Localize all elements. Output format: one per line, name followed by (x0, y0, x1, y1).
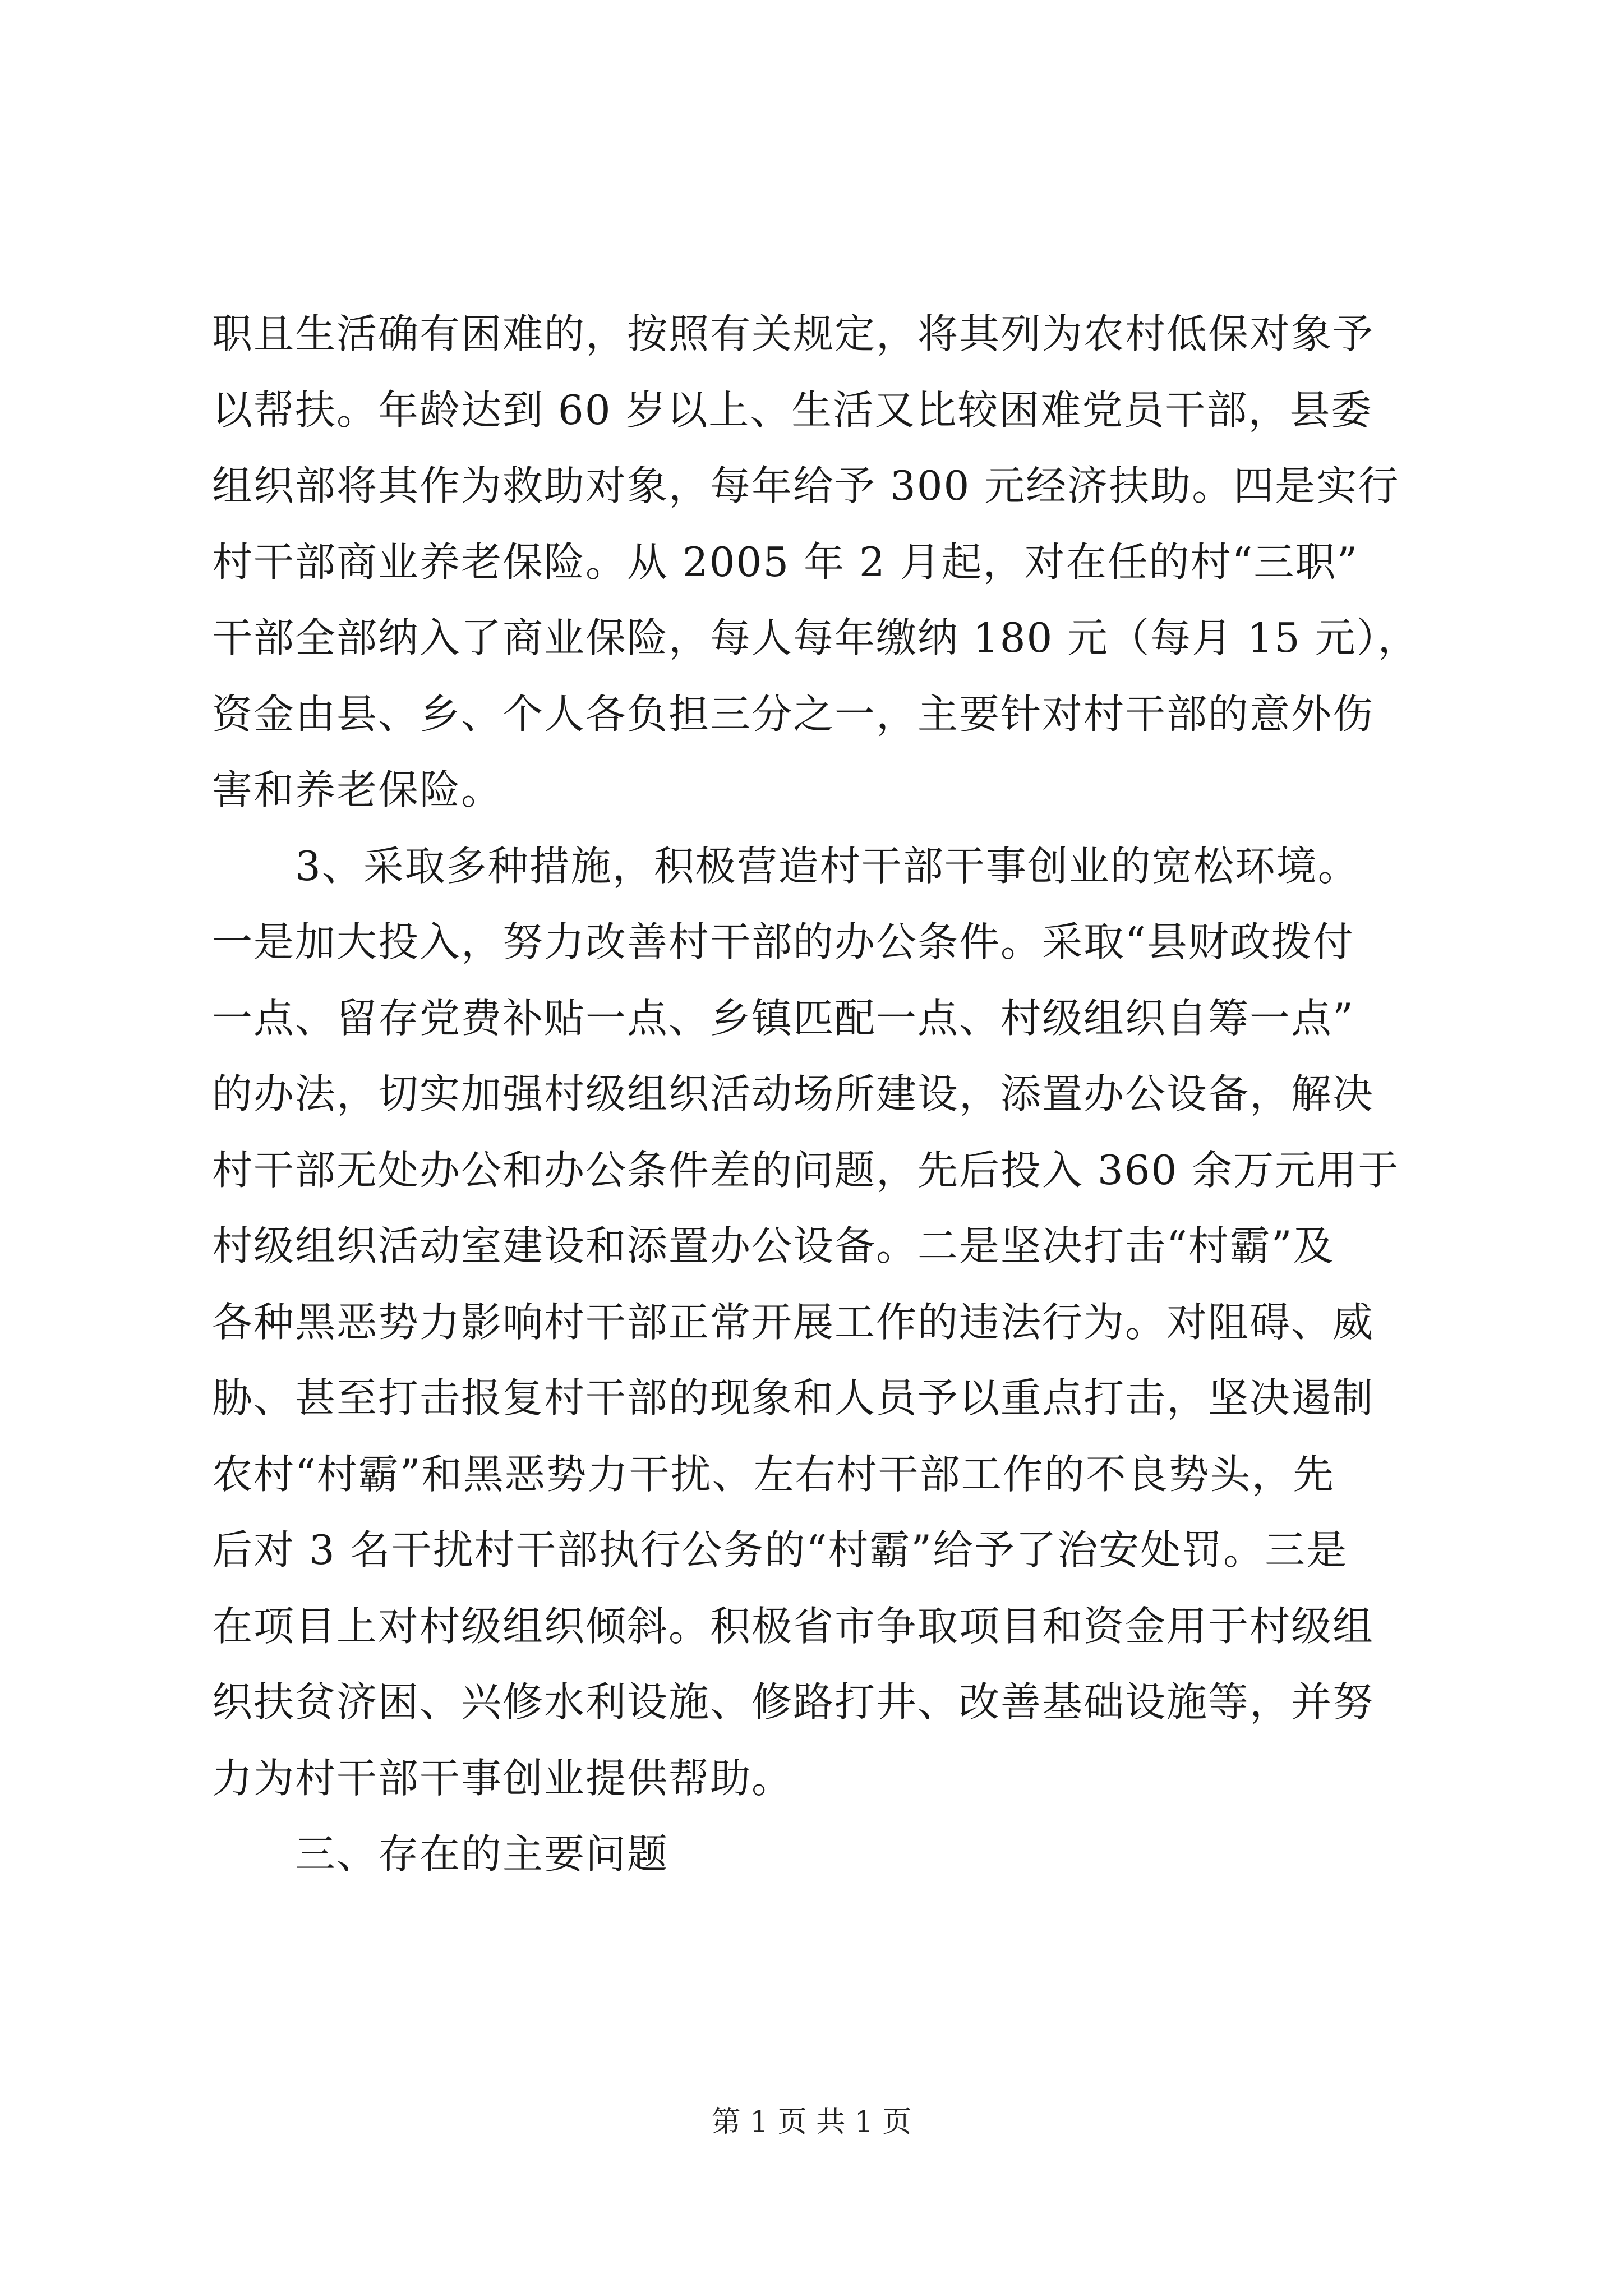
text-line: 农村“村霸”和黑恶势力干扰、左右村干部工作的不良势头，先 (212, 1450, 1335, 1498)
text-line: 以帮扶。年龄达到 60 岁以上、生活又比较困难党员干部，县委 (212, 386, 1373, 434)
text-line: 资金由县、乡、个人各负担三分之一，主要针对村干部的意外伤 (212, 690, 1375, 738)
paragraph-start-line: 3、采取多种措施，积极营造村干部干事创业的宽松环境。 (212, 842, 1359, 890)
text-line: 后对 3 名干扰村干部执行公务的“村霸”给予了治安处罚。三是 (212, 1526, 1348, 1573)
text-line: 一是加大投入，努力改善村干部的办公条件。采取“县财政拨付 (212, 918, 1354, 965)
text-line: 村级组织活动室建设和添置办公设备。二是坚决打击“村霸”及 (212, 1222, 1335, 1269)
text-line: 害和养老保险。 (212, 766, 503, 813)
text-line: 干部全部纳入了商业保险，每人每年缴纳 180 元（每月 15 元）， (212, 614, 1419, 661)
text-line: 织扶贫济困、兴修水利设施、修路打井、改善基础设施等，并努 (212, 1678, 1375, 1726)
text-line: 职且生活确有困难的，按照有关规定，将其列为农村低保对象予 (212, 310, 1375, 357)
page-footer (0, 2098, 1623, 2140)
text-line: 组织部将其作为救助对象，每年给予 300 元经济扶助。四是实行 (212, 462, 1400, 509)
section-heading: 三、存在的主要问题 (212, 1830, 669, 1878)
body-text (212, 296, 1423, 1893)
text-line: 各种黑恶势力影响村干部正常开展工作的违法行为。对阻碍、威 (212, 1298, 1375, 1346)
text-line: 力为村干部干事创业提供帮助。 (212, 1754, 794, 1802)
text-line: 胁、甚至打击报复村干部的现象和人员予以重点打击，坚决遏制 (212, 1374, 1375, 1421)
text-line: 村干部无处办公和办公条件差的问题，先后投入 360 余万元用于 (212, 1146, 1400, 1194)
text-line: 一点、留存党费补贴一点、乡镇匹配一点、村级组织自筹一点” (212, 994, 1354, 1042)
text-line: 村干部商业养老保险。从 2005 年 2 月起，对在任的村“三职” (212, 538, 1359, 586)
text-line: 的办法，切实加强村级组织活动场所建设，添置办公设备，解决 (212, 1070, 1375, 1117)
page-number-label: 第 1 页 共 1 页 (711, 2105, 912, 2139)
text-line: 在项目上对村级组织倾斜。积极省市争取项目和资金用于村级组 (212, 1602, 1375, 1650)
